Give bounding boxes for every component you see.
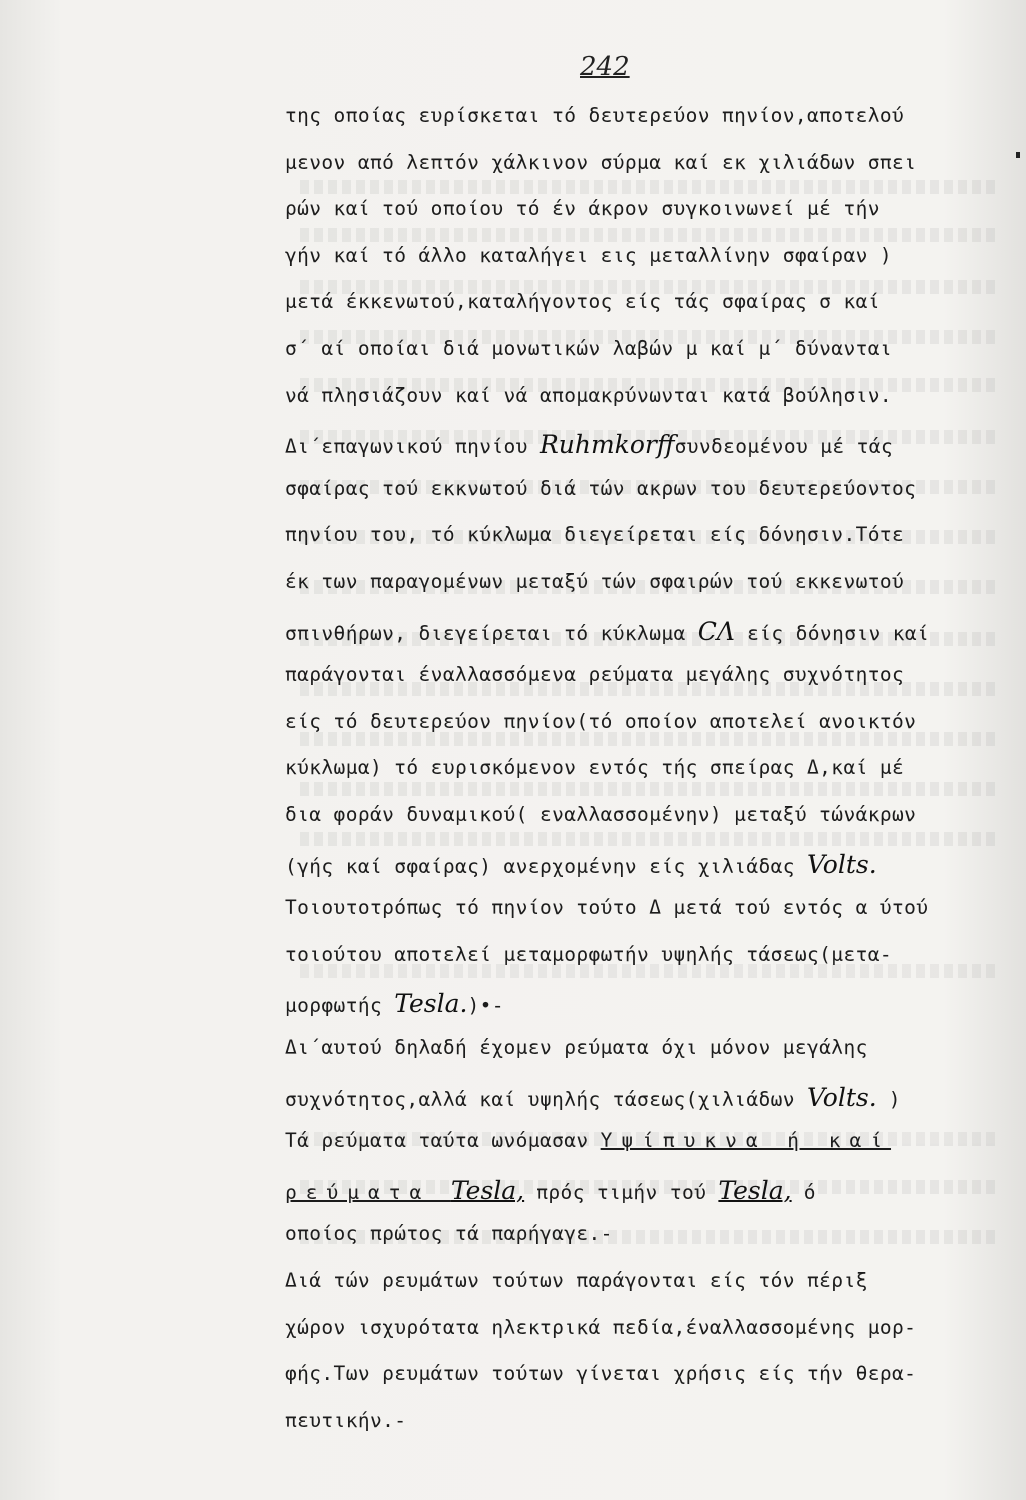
handwritten-word: Ruhmkorff: [539, 430, 675, 460]
text-line: φής.Των ρευμάτων τούτων γίνεται χρήσις είς τήν θερα-: [285, 1362, 917, 1386]
handwritten-word: Volts.: [807, 1082, 877, 1112]
typed-text: ό: [791, 1180, 816, 1204]
text-line: ρών καί τού οποίου τό έν άκρον συγκοινωνεί μέ τήν: [285, 197, 880, 221]
text-line: χώρον ισχυρότατα ηλεκτρικά πεδία,έναλλασσομένης μορ-: [285, 1315, 917, 1339]
text-line: μετά έκκενωτού,καταλήγοντος είς τάς σφαίρας σ καί: [285, 290, 880, 314]
text-line: Δι΄αυτού δηλαδή έχομεν ρεύματα όχι μόνον μεγάλης: [285, 1036, 868, 1059]
text-line: είς τό δευτερεύον πηνίον(τό οποίον αποτελεί ανοικτόν: [285, 709, 917, 733]
text-line: σφαίρας τού εκκνωτού διά τών ακρων του δευτερεύοντος: [285, 476, 917, 500]
text-line: Τοιουτοτρόπως τό πηνίον τούτο Δ μετά τού εντός α ύτού: [285, 896, 929, 920]
handwritten-word: Tesla,: [450, 1175, 525, 1205]
typed-text: σπινθήρων, διεγείρεται τό κύκλωμα: [285, 621, 698, 645]
typed-text: μορφωτής: [285, 994, 395, 1018]
text-line: [285, 430, 893, 459]
handwritten-word: CΛ: [697, 616, 735, 646]
typed-text: Τά ρεύματα ταύτα ωνόμασαν: [285, 1129, 601, 1153]
text-line: μενον από λεπτόν χάλκινον σύρμα καί εκ χιλιάδων σπει: [285, 150, 917, 174]
margin-mark: [1016, 152, 1020, 158]
text-line: [285, 617, 929, 646]
handwritten-word: Volts.: [807, 849, 877, 879]
text-line: τοιούτου αποτελεί μεταμορφωτήν υψηλής τάσεως(μετα-: [285, 942, 892, 966]
text-line: οποίος πρώτος τά παρήγαγε.-: [285, 1222, 613, 1246]
text-line: [285, 1083, 901, 1112]
text-line: παράγονται έναλλασσόμενα ρεύματα μεγάλης συχνότητος: [285, 663, 905, 687]
text-line: δια φοράν δυναμικού( εναλλασσομένην) μεταξύ τώνάκρων: [285, 803, 917, 826]
text-line: Διά τών ρευμάτων τούτων παράγονται είς τόν πέριξ: [285, 1269, 868, 1292]
spaced-underlined-text: ρεύματα: [285, 1180, 451, 1204]
text-line: της οποίας ευρίσκεται τό δευτερεύον πηνίον,αποτελού: [285, 104, 905, 127]
text-line: γήν καί τό άλλο καταλήγει εις μεταλλίνην σφαίραν ): [285, 243, 892, 267]
text-line: [285, 1129, 891, 1152]
text-line: [285, 850, 877, 879]
typed-text: συχνότητος,αλλά καί υψηλής τάσεως(χιλιάδων: [285, 1087, 808, 1111]
handwritten-word: Tesla.: [394, 989, 468, 1019]
text-line: έκ των παραγομένων μεταξύ τών σφαιρών τού εκκενωτού: [285, 570, 905, 593]
text-line: πευτικήν.-: [285, 1408, 407, 1432]
typed-text: ): [876, 1087, 901, 1111]
typed-text: πρός τιμήν τού: [524, 1180, 719, 1204]
text-line: πηνίου του, τό κύκλωμα διεγείρεται είς δόνησιν.Τότε: [285, 523, 905, 547]
text-line: νά πλησιάζουν καί νά απομακρύνωνται κατά βούλησιν.: [285, 383, 892, 407]
text-line: κύκλωμα) τό ευρισκόμενον εντός τής σπείρας Δ,καί μέ: [285, 756, 905, 780]
handwritten-word: Tesla,: [718, 1175, 792, 1205]
spaced-underlined-text: Υψίπυκνα ή καί: [600, 1129, 892, 1153]
typed-text: συνδεομένου μέ τάς: [674, 435, 894, 459]
typed-text: Δι΄επαγωνικού πηνίου: [285, 435, 540, 459]
text-line: [285, 989, 504, 1018]
typed-text: είς δόνησιν καί: [734, 621, 930, 645]
page-number: 242: [580, 52, 630, 82]
text-line: [285, 1176, 816, 1205]
typed-text: )•-: [467, 994, 504, 1018]
typed-text: (γής καί σφαίρας) ανερχομένην είς χιλιάδας: [285, 854, 808, 878]
text-line: σ΄ αί οποίαι διά μονωτικών λαβών μ καί μ΄ δύνανται: [285, 337, 892, 360]
